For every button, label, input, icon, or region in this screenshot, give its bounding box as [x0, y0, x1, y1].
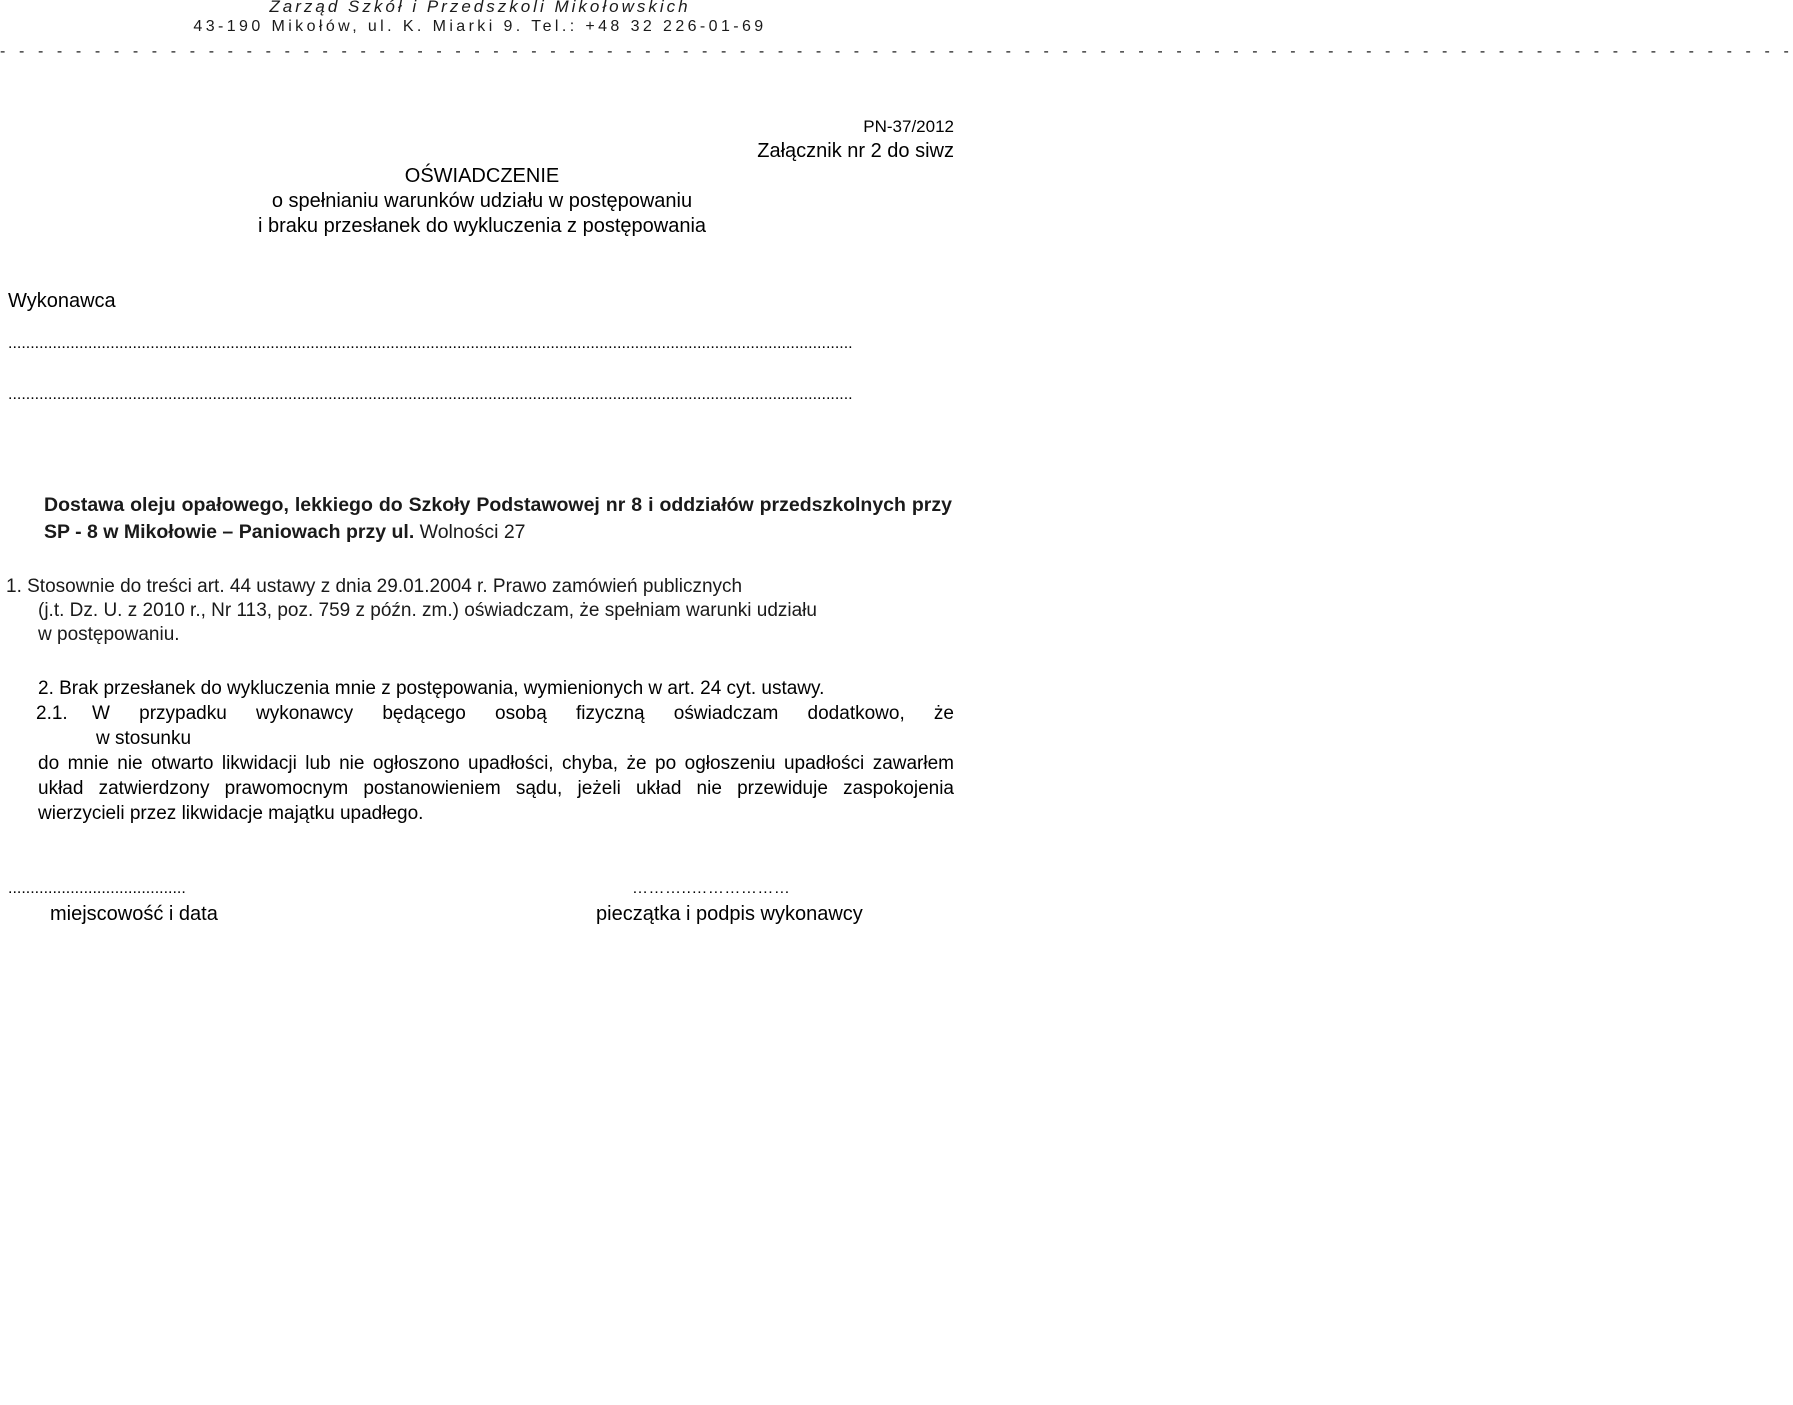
contractor-fill-line-1: ..............................................................................................................................................................................................: [8, 335, 853, 352]
statement-paragraph-1: [6, 575, 954, 647]
paragraph-2-1-first-line: [36, 701, 954, 726]
contractor-fill-line-2: ..............................................................................................................................................................................................: [8, 386, 853, 403]
reference-number: PN-37/2012: [863, 117, 954, 136]
letterhead-name: Zarząd Szkół i Przedszkoli Mikołowskich: [269, 0, 691, 16]
subject-bold-text: Dostawa oleju opałowego, lekkiego do Szkoły Podstawowej nr 8 i oddziałów przedszkolnych przy SP - 8 w Mikołowie – Paniowach przy ul.: [44, 494, 952, 543]
title-line-2: o spełnianiu warunków udziału w postępowaniu: [271, 190, 693, 212]
paragraph-1-line-2: (j.t. Dz. U. z 2010 r., Nr 113, poz. 759 z późn. zm.) oświadczam, że spełniam warunki udziału: [38, 600, 817, 621]
place-date-label: miejscowość i data: [50, 903, 218, 925]
paragraph-2-1-number: 2.1.: [36, 703, 68, 724]
annex-label: Załącznik nr 2 do siwz: [757, 140, 954, 162]
statement-paragraph-2: 2. Brak przesłanek do wykluczenia mnie z postępowania, wymienionych w art. 24 cyt. ustawy.: [38, 678, 825, 699]
paragraph-1-line-1: 1. Stosownie do treści art. 44 ustawy z dnia 29.01.2004 r. Prawo zamówień publicznych: [6, 576, 743, 597]
title-line-1: OŚWIADCZENIE: [404, 165, 560, 187]
place-date-fill-line: ........................................: [8, 880, 186, 897]
title-line-3: i braku przesłanek do wykluczenia z postępowania: [257, 215, 707, 237]
procurement-subject: [44, 492, 952, 546]
statement-paragraph-2-1: [38, 701, 954, 826]
subject-address-text: Wolności 27: [414, 521, 526, 543]
letterhead-address: 43-190 Mikołów, ul. K. Miarki 9. Tel.: +48 32 226-01-69: [193, 18, 767, 35]
letterhead-dashed-rule: - - - - - - - - - - - - - - - - - - - - - - - - - - - - - - - - - - - - - - - - - - - - - - - - - - - - - - - - - - - - - - - - - - - - - - - - - - - - - - - - - - - - - - - - - - - - - - -: [0, 43, 1793, 60]
paragraph-2-1-body: do mnie nie otwarto likwidacji lub nie ogłoszono upadłości, chyba, że po ogłoszeniu upadłości zawarłem układ zatwierdzony prawomocnym postanowieniem sądu, jeżeli układ nie przewiduje zaspokojenia wierzycieli przez likwidacje majątku upadłego.: [38, 753, 954, 824]
document-title: [232, 164, 732, 239]
paragraph-2-1-line-2: w stosunku: [96, 728, 192, 749]
stamp-signature-fill-line: ………..………………: [632, 880, 791, 897]
stamp-signature-label: pieczątka i podpis wykonawcy: [596, 903, 863, 925]
paragraph-1-line-3: w postępowaniu.: [38, 624, 180, 645]
contractor-label: Wykonawca: [8, 290, 116, 312]
paragraph-2-1-line-1: W przypadku wykonawcy będącego osobą fizyczną oświadczam dodatkowo, że: [92, 703, 954, 724]
